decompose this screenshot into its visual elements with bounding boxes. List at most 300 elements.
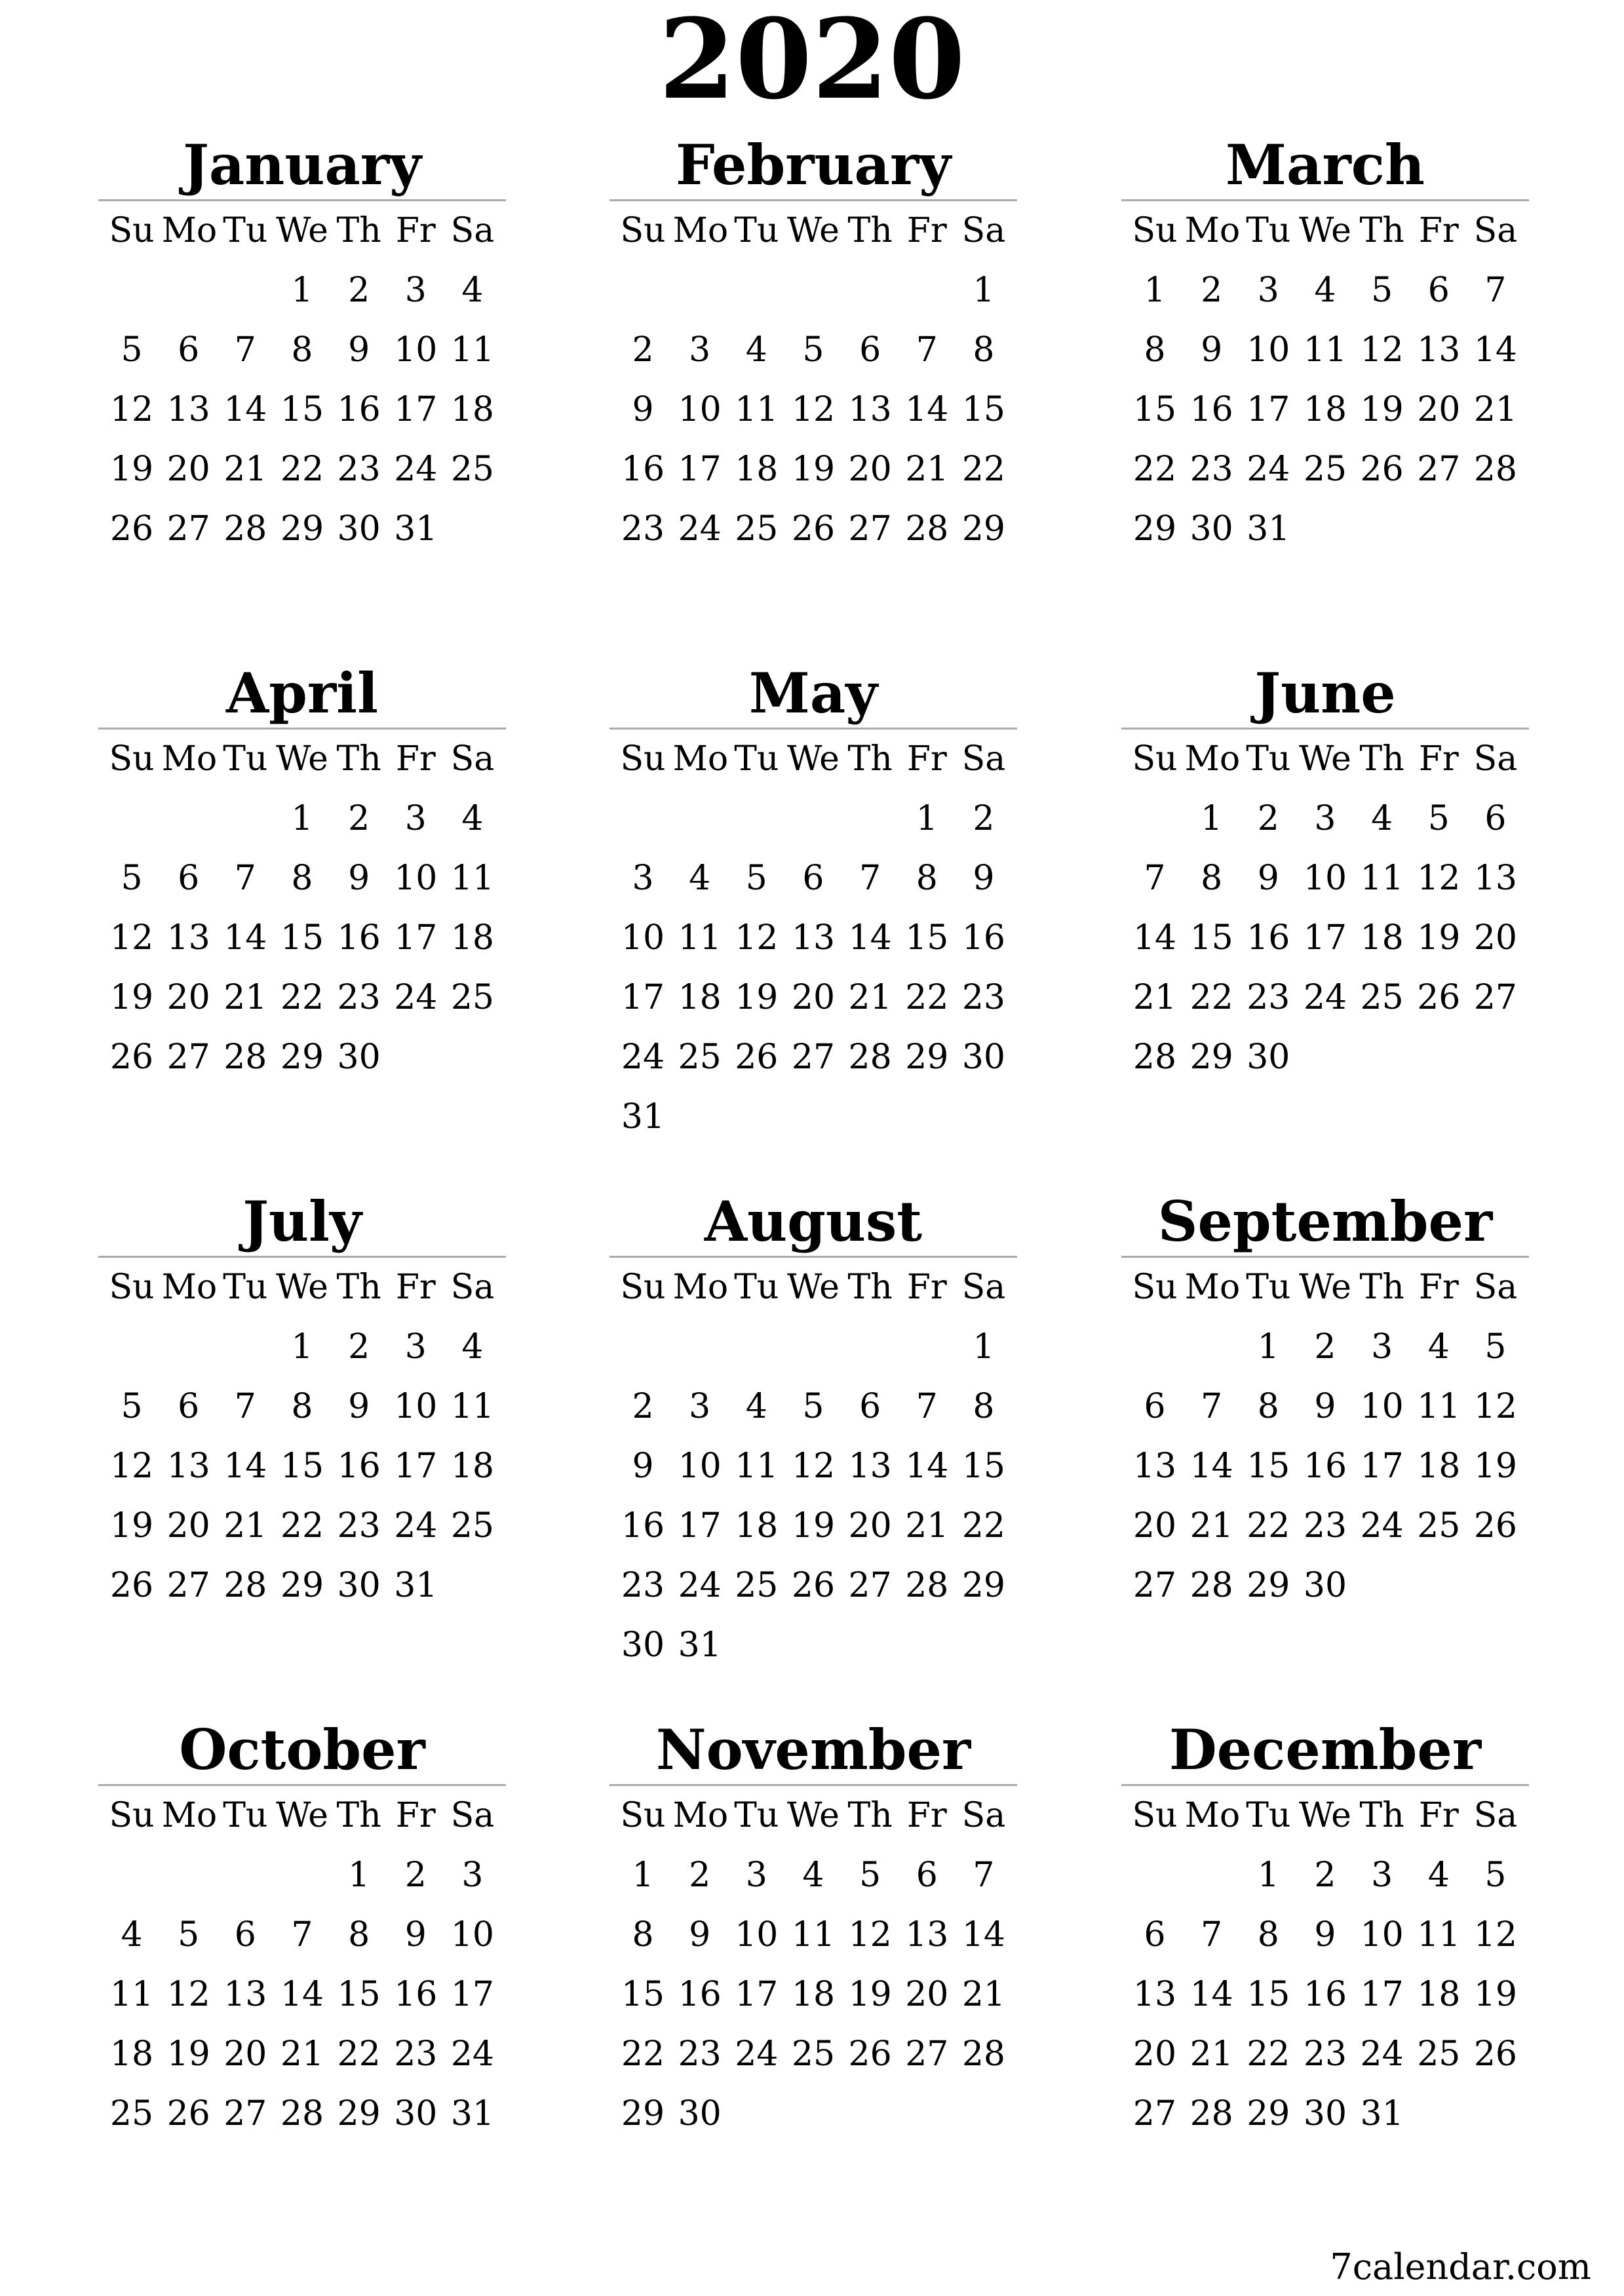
- day-cell: 23: [337, 978, 381, 1017]
- week-row: [609, 1556, 1017, 1616]
- weekday-label: Th: [1359, 1268, 1404, 1307]
- day-cell: 14: [905, 390, 949, 429]
- day-cell: 16: [678, 1975, 722, 2014]
- day-cell: 5: [121, 330, 143, 370]
- day-cell: 10: [1247, 330, 1290, 370]
- day-cell: 14: [1473, 330, 1518, 370]
- week-row: [1121, 1496, 1529, 1556]
- day-cell: 27: [166, 1038, 210, 1077]
- day-cell: 26: [166, 2094, 210, 2133]
- weekday-header: [609, 1258, 1017, 1317]
- week-row: [1121, 2084, 1529, 2144]
- weekday-label: We: [786, 1796, 840, 1835]
- day-cell: 28: [1473, 450, 1518, 489]
- week-row: [609, 908, 1017, 968]
- weekday-label: Su: [109, 1796, 155, 1835]
- day-cell: 26: [1473, 2034, 1518, 2074]
- day-cell: 15: [1189, 918, 1233, 958]
- day-cell: 5: [1371, 271, 1393, 310]
- weekday-label: Tu: [734, 1796, 779, 1835]
- day-cell: 5: [802, 1387, 824, 1426]
- day-cell: 6: [802, 859, 824, 898]
- week-row: [98, 380, 506, 440]
- week-row: [1121, 1437, 1529, 1496]
- day-cell: 3: [1257, 271, 1279, 310]
- week-row: [1121, 849, 1529, 908]
- month-name: June: [1121, 659, 1529, 730]
- footer-site-label: 7calendar.com: [1330, 2246, 1591, 2287]
- day-cell: 7: [973, 1856, 995, 1895]
- day-cell: 14: [1189, 1447, 1233, 1486]
- week-row: [609, 1377, 1017, 1437]
- day-cell: 11: [735, 390, 779, 429]
- day-cell: 22: [621, 2034, 665, 2074]
- day-cell: 27: [1473, 978, 1518, 1017]
- day-cell: 27: [905, 2034, 949, 2074]
- weekday-label: Sa: [961, 1268, 1006, 1307]
- day-cell: 1: [1201, 799, 1223, 838]
- day-cell: 12: [848, 1915, 892, 1955]
- day-cell: 22: [1189, 978, 1233, 1017]
- day-cell: 27: [166, 509, 210, 549]
- weekday-label: Th: [336, 1268, 381, 1307]
- day-cell: 25: [1360, 978, 1404, 1017]
- day-cell: 2: [689, 1856, 711, 1895]
- day-cell: 14: [961, 1915, 1006, 1955]
- day-cell: 14: [223, 390, 267, 429]
- day-cell: 29: [280, 509, 324, 549]
- day-cell: 1: [973, 1327, 995, 1367]
- day-cell: 12: [791, 390, 836, 429]
- weekday-label: Su: [1132, 1796, 1178, 1835]
- day-cell: 21: [905, 450, 949, 489]
- day-cell: 30: [1303, 1566, 1347, 1605]
- day-cell: 29: [1247, 1566, 1290, 1605]
- day-cell: 30: [337, 1566, 381, 1605]
- week-row: [1121, 440, 1529, 499]
- day-cell: 29: [280, 1038, 324, 1077]
- day-cell: 16: [1247, 918, 1290, 958]
- week-row: [609, 261, 1017, 321]
- weekday-label: Sa: [961, 739, 1006, 779]
- day-cell: 2: [632, 1387, 654, 1426]
- day-cell: 13: [848, 390, 892, 429]
- day-cell: 20: [848, 1506, 892, 1546]
- day-cell: 1: [1144, 271, 1166, 310]
- month-july: [98, 1188, 506, 1673]
- day-cell: 26: [791, 509, 836, 549]
- day-cell: 20: [223, 2034, 267, 2074]
- day-cell: 8: [1201, 859, 1223, 898]
- day-cell: 29: [961, 509, 1006, 549]
- weekday-label: Tu: [1246, 211, 1291, 250]
- weekday-label: Fr: [1418, 739, 1459, 779]
- day-cell: 25: [735, 1566, 779, 1605]
- day-cell: 2: [632, 330, 654, 370]
- day-cell: 18: [678, 978, 722, 1017]
- day-cell: 22: [961, 1506, 1006, 1546]
- day-cell: 20: [166, 450, 210, 489]
- day-cell: 2: [348, 1327, 370, 1367]
- weekday-label: Sa: [450, 739, 495, 779]
- day-cell: 4: [121, 1915, 143, 1955]
- day-cell: 25: [678, 1038, 722, 1077]
- week-row: [609, 789, 1017, 849]
- day-cell: 17: [621, 978, 665, 1017]
- week-row: [98, 1905, 506, 1965]
- weekday-header: [609, 730, 1017, 789]
- day-cell: 31: [1247, 509, 1290, 549]
- day-cell: 22: [1132, 450, 1177, 489]
- day-cell: 13: [791, 918, 836, 958]
- day-cell: 14: [848, 918, 892, 958]
- day-cell: 27: [791, 1038, 836, 1077]
- day-cell: 27: [1417, 450, 1461, 489]
- day-cell: 15: [1247, 1447, 1290, 1486]
- day-cell: 27: [848, 509, 892, 549]
- year-title: 2020: [659, 0, 965, 124]
- day-cell: 5: [745, 859, 767, 898]
- weekday-label: Th: [847, 1796, 893, 1835]
- day-cell: 13: [1132, 1447, 1177, 1486]
- day-cell: 9: [1201, 330, 1223, 370]
- day-cell: 17: [1360, 1975, 1404, 2014]
- day-cell: 13: [848, 1447, 892, 1486]
- day-cell: 30: [961, 1038, 1006, 1077]
- day-cell: 3: [461, 1856, 484, 1895]
- day-cell: 19: [1360, 390, 1404, 429]
- weekday-label: Su: [620, 211, 666, 250]
- weekday-label: Tu: [1246, 739, 1291, 779]
- month-november: [609, 1716, 1017, 2201]
- day-cell: 13: [1417, 330, 1461, 370]
- day-cell: 11: [1417, 1387, 1461, 1426]
- day-cell: 26: [791, 1566, 836, 1605]
- day-cell: 24: [678, 509, 722, 549]
- day-cell: 21: [1473, 390, 1518, 429]
- day-cell: 4: [1427, 1856, 1450, 1895]
- day-cell: 18: [450, 1447, 495, 1486]
- day-cell: 5: [121, 1387, 143, 1426]
- day-cell: 5: [1427, 799, 1450, 838]
- day-cell: 1: [291, 1327, 313, 1367]
- day-cell: 11: [791, 1915, 836, 1955]
- day-cell: 24: [394, 450, 438, 489]
- weekday-label: Fr: [395, 739, 436, 779]
- weekday-label: Tu: [223, 1268, 268, 1307]
- weekday-label: Mo: [672, 1796, 729, 1835]
- day-cell: 19: [1473, 1447, 1518, 1486]
- day-cell: 10: [621, 918, 665, 958]
- day-cell: 23: [1189, 450, 1233, 489]
- day-cell: 30: [1303, 2094, 1347, 2133]
- day-cell: 11: [678, 918, 722, 958]
- day-cell: 29: [961, 1566, 1006, 1605]
- day-cell: 13: [1473, 859, 1518, 898]
- weekday-label: Fr: [395, 211, 436, 250]
- week-row: [98, 1556, 506, 1616]
- day-cell: 9: [1314, 1387, 1336, 1426]
- day-cell: 28: [223, 1038, 267, 1077]
- day-cell: 20: [166, 978, 210, 1017]
- day-cell: 2: [348, 799, 370, 838]
- month-september: [1121, 1188, 1529, 1673]
- week-row: [1121, 1377, 1529, 1437]
- day-cell: 25: [1303, 450, 1347, 489]
- week-row: [1121, 908, 1529, 968]
- day-cell: 16: [621, 450, 665, 489]
- week-row: [98, 1317, 506, 1377]
- day-cell: 13: [166, 918, 210, 958]
- day-cell: 3: [632, 859, 654, 898]
- day-cell: 7: [1144, 859, 1166, 898]
- weekday-label: Su: [1132, 211, 1178, 250]
- day-cell: 21: [223, 1506, 267, 1546]
- day-cell: 9: [1257, 859, 1279, 898]
- weekday-label: Su: [109, 1268, 155, 1307]
- week-row: [609, 321, 1017, 380]
- day-cell: 30: [621, 1625, 665, 1665]
- weekday-label: Mo: [161, 739, 218, 779]
- day-cell: 25: [1417, 1506, 1461, 1546]
- day-cell: 4: [461, 1327, 484, 1367]
- day-cell: 31: [394, 509, 438, 549]
- day-cell: 18: [1417, 1447, 1461, 1486]
- weekday-label: We: [275, 739, 328, 779]
- day-cell: 6: [234, 1915, 256, 1955]
- day-cell: 3: [689, 330, 711, 370]
- day-cell: 4: [745, 330, 767, 370]
- day-cell: 3: [1314, 799, 1336, 838]
- day-cell: 10: [1360, 1915, 1404, 1955]
- day-cell: 11: [450, 859, 495, 898]
- day-cell: 9: [404, 1915, 427, 1955]
- day-cell: 27: [1132, 2094, 1177, 2133]
- day-cell: 18: [109, 2034, 154, 2074]
- day-cell: 23: [1303, 1506, 1347, 1546]
- day-cell: 12: [735, 918, 779, 958]
- day-cell: 28: [961, 2034, 1006, 2074]
- day-cell: 24: [735, 2034, 779, 2074]
- day-cell: 6: [1144, 1915, 1166, 1955]
- week-row: [1121, 261, 1529, 321]
- weekday-label: We: [786, 739, 840, 779]
- day-cell: 6: [178, 330, 200, 370]
- week-row: [609, 2025, 1017, 2084]
- week-row: [98, 1377, 506, 1437]
- day-cell: 3: [404, 271, 427, 310]
- day-cell: 9: [689, 1915, 711, 1955]
- day-cell: 13: [166, 1447, 210, 1486]
- day-cell: 10: [735, 1915, 779, 1955]
- weekday-label: We: [1298, 211, 1351, 250]
- day-cell: 4: [802, 1856, 824, 1895]
- day-cell: 19: [1473, 1975, 1518, 2014]
- day-cell: 3: [404, 1327, 427, 1367]
- month-name: October: [98, 1716, 506, 1786]
- day-cell: 19: [735, 978, 779, 1017]
- month-january: [98, 131, 506, 616]
- day-cell: 5: [121, 859, 143, 898]
- week-row: [1121, 1317, 1529, 1377]
- day-cell: 12: [1473, 1915, 1518, 1955]
- day-cell: 30: [1247, 1038, 1290, 1077]
- day-cell: 16: [337, 390, 381, 429]
- weekday-header: [98, 1258, 506, 1317]
- day-cell: 18: [735, 450, 779, 489]
- day-cell: 19: [848, 1975, 892, 2014]
- day-cell: 28: [1132, 1038, 1177, 1077]
- week-row: [609, 1496, 1017, 1556]
- weekday-label: Fr: [906, 211, 947, 250]
- weekday-label: Su: [109, 211, 155, 250]
- week-row: [98, 789, 506, 849]
- day-cell: 31: [450, 2094, 495, 2133]
- week-row: [98, 440, 506, 499]
- day-cell: 28: [223, 509, 267, 549]
- week-row: [98, 1028, 506, 1087]
- day-cell: 18: [450, 918, 495, 958]
- weekday-label: Mo: [161, 211, 218, 250]
- day-cell: 17: [394, 390, 438, 429]
- day-cell: 12: [109, 918, 154, 958]
- day-cell: 6: [1427, 271, 1450, 310]
- day-cell: 22: [280, 450, 324, 489]
- weekday-label: Fr: [906, 739, 947, 779]
- day-cell: 22: [337, 2034, 381, 2074]
- day-cell: 3: [404, 799, 427, 838]
- day-cell: 5: [859, 1856, 881, 1895]
- day-cell: 28: [280, 2094, 324, 2133]
- week-row: [98, 968, 506, 1028]
- month-february: [609, 131, 1017, 616]
- day-cell: 12: [109, 1447, 154, 1486]
- weekday-label: Mo: [161, 1268, 218, 1307]
- day-cell: 21: [223, 450, 267, 489]
- day-cell: 23: [337, 1506, 381, 1546]
- day-cell: 20: [166, 1506, 210, 1546]
- month-name: March: [1121, 131, 1529, 201]
- day-cell: 26: [848, 2034, 892, 2074]
- day-cell: 8: [1257, 1387, 1279, 1426]
- day-cell: 23: [621, 1566, 665, 1605]
- day-cell: 8: [973, 1387, 995, 1426]
- day-cell: 10: [394, 330, 438, 370]
- day-cell: 2: [1201, 271, 1223, 310]
- weekday-label: Sa: [450, 211, 495, 250]
- day-cell: 28: [905, 1566, 949, 1605]
- day-cell: 30: [337, 1038, 381, 1077]
- day-cell: 22: [1247, 1506, 1290, 1546]
- day-cell: 7: [234, 1387, 256, 1426]
- day-cell: 29: [1132, 509, 1177, 549]
- day-cell: 21: [848, 978, 892, 1017]
- day-cell: 15: [337, 1975, 381, 2014]
- weekday-label: Th: [847, 1268, 893, 1307]
- week-row: [609, 1437, 1017, 1496]
- day-cell: 17: [450, 1975, 495, 2014]
- weekday-label: Th: [336, 211, 381, 250]
- day-cell: 15: [905, 918, 949, 958]
- day-cell: 8: [291, 859, 313, 898]
- week-row: [609, 1087, 1017, 1147]
- week-row: [1121, 1905, 1529, 1965]
- week-row: [609, 1317, 1017, 1377]
- day-cell: 25: [450, 1506, 495, 1546]
- day-cell: 4: [461, 271, 484, 310]
- day-cell: 8: [291, 1387, 313, 1426]
- weekday-label: Fr: [395, 1796, 436, 1835]
- weekday-label: We: [275, 1796, 328, 1835]
- month-name: July: [98, 1188, 506, 1258]
- day-cell: 19: [166, 2034, 210, 2074]
- week-row: [98, 2084, 506, 2144]
- day-cell: 21: [280, 2034, 324, 2074]
- weekday-label: Su: [620, 1268, 666, 1307]
- day-cell: 10: [678, 390, 722, 429]
- day-cell: 26: [109, 1566, 154, 1605]
- day-cell: 7: [234, 859, 256, 898]
- day-cell: 16: [961, 918, 1006, 958]
- day-cell: 16: [1303, 1447, 1347, 1486]
- day-cell: 29: [1189, 1038, 1233, 1077]
- day-cell: 7: [1201, 1915, 1223, 1955]
- day-cell: 11: [1303, 330, 1347, 370]
- weekday-label: We: [275, 211, 328, 250]
- day-cell: 30: [337, 509, 381, 549]
- day-cell: 22: [961, 450, 1006, 489]
- day-cell: 15: [1132, 390, 1177, 429]
- weekday-label: Mo: [1184, 1268, 1241, 1307]
- day-cell: 29: [1247, 2094, 1290, 2133]
- day-cell: 13: [905, 1915, 949, 1955]
- day-cell: 9: [973, 859, 995, 898]
- day-cell: 9: [632, 390, 654, 429]
- week-row: [98, 2025, 506, 2084]
- weekday-label: Sa: [961, 211, 1006, 250]
- day-cell: 7: [1201, 1387, 1223, 1426]
- day-cell: 10: [1360, 1387, 1404, 1426]
- weekday-label: Su: [1132, 739, 1178, 779]
- week-row: [98, 1965, 506, 2025]
- week-row: [98, 321, 506, 380]
- day-cell: 13: [1132, 1975, 1177, 2014]
- weekday-label: Su: [620, 739, 666, 779]
- day-cell: 18: [791, 1975, 836, 2014]
- day-cell: 14: [1189, 1975, 1233, 2014]
- day-cell: 23: [337, 450, 381, 489]
- week-row: [1121, 321, 1529, 380]
- day-cell: 11: [109, 1975, 154, 2014]
- day-cell: 21: [1189, 1506, 1233, 1546]
- day-cell: 12: [1417, 859, 1461, 898]
- day-cell: 15: [1247, 1975, 1290, 2014]
- day-cell: 3: [1371, 1327, 1393, 1367]
- weekday-label: Sa: [1473, 739, 1518, 779]
- day-cell: 10: [1303, 859, 1347, 898]
- day-cell: 28: [1189, 2094, 1233, 2133]
- day-cell: 8: [632, 1915, 654, 1955]
- weekday-label: Fr: [395, 1268, 436, 1307]
- week-row: [1121, 789, 1529, 849]
- weekday-label: Mo: [1184, 211, 1241, 250]
- day-cell: 1: [1257, 1327, 1279, 1367]
- day-cell: 17: [1360, 1447, 1404, 1486]
- day-cell: 30: [394, 2094, 438, 2133]
- day-cell: 4: [689, 859, 711, 898]
- weekday-label: Fr: [1418, 211, 1459, 250]
- day-cell: 22: [280, 978, 324, 1017]
